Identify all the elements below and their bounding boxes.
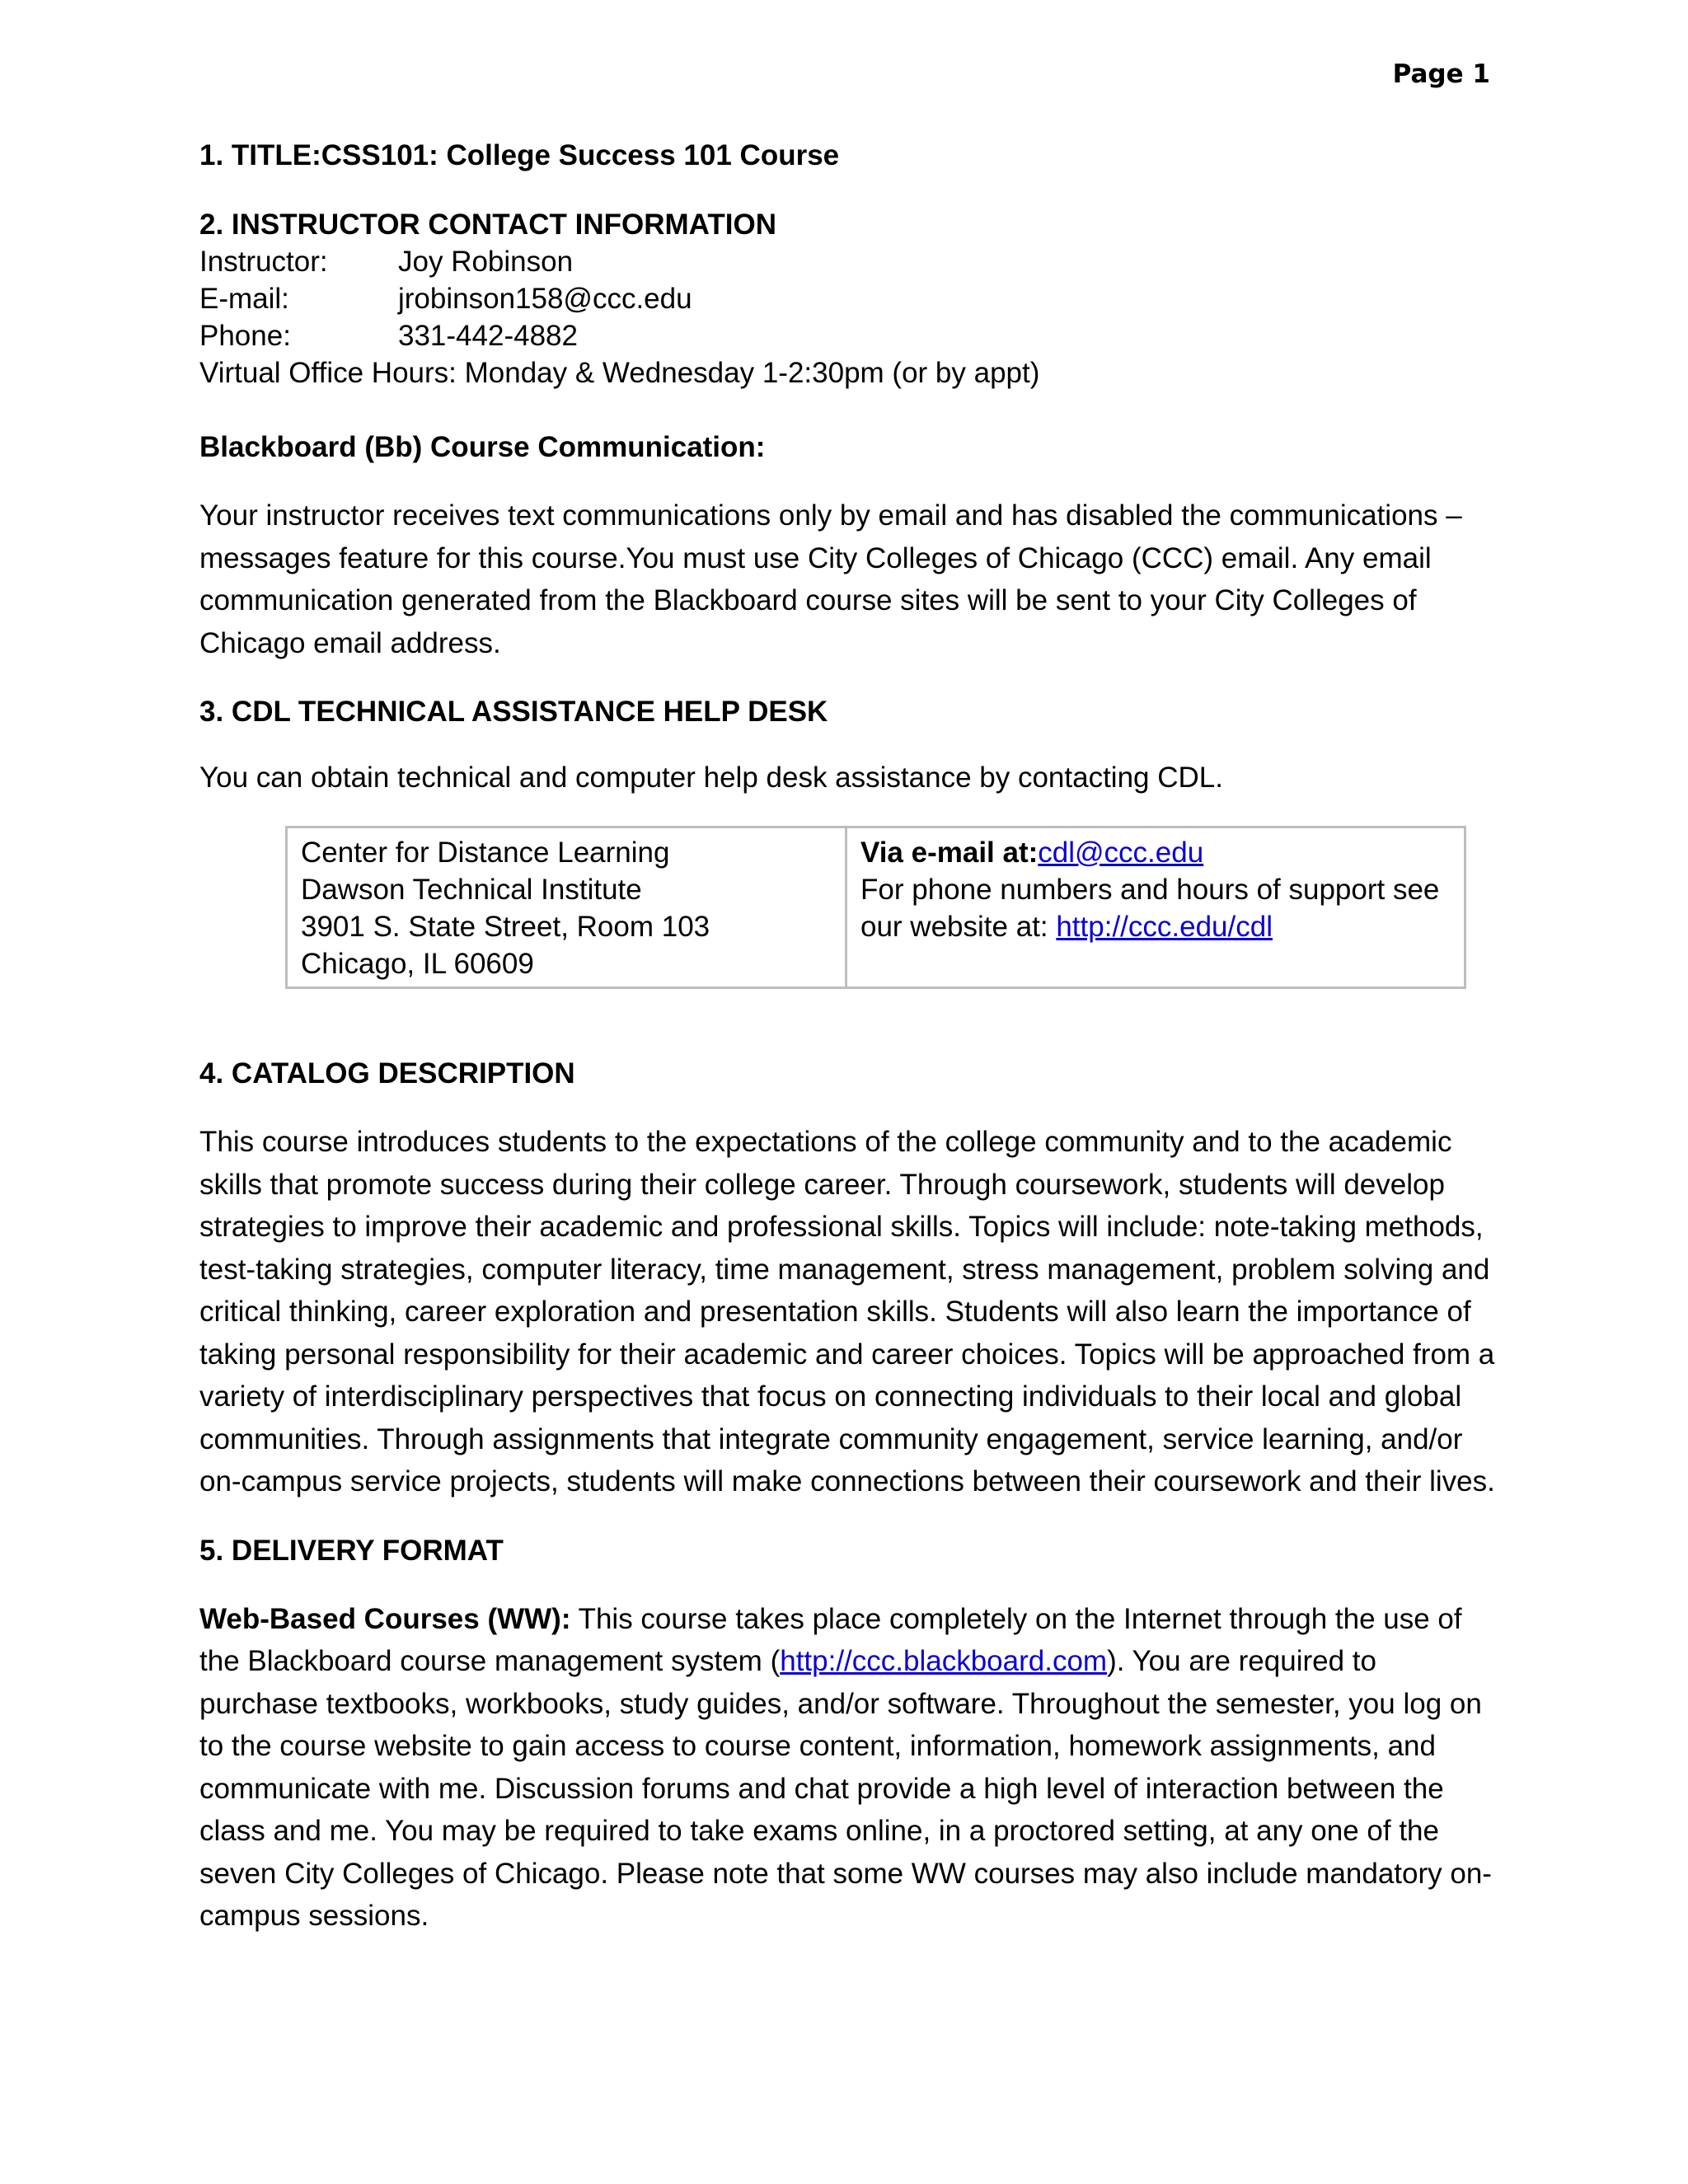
address-line: Dawson Technical Institute (301, 874, 642, 906)
contact-row-instructor (199, 243, 1502, 280)
email-line (860, 834, 1451, 871)
delivery-format-heading: 5. DELIVERY FORMAT (199, 1534, 504, 1567)
instructor-contact-block (199, 243, 1502, 391)
cdl-address-cell (287, 827, 846, 988)
delivery-format-label: Web-Based Courses (WW): (199, 1602, 571, 1635)
address-line: Chicago, IL 60609 (301, 948, 534, 980)
help-desk-heading: 3. CDL TECHNICAL ASSISTANCE HELP DESK (199, 696, 828, 728)
contact-value: jrobinson158@ccc.edu (398, 283, 692, 315)
bb-communication-heading: Blackboard (Bb) Course Communication: (199, 431, 766, 463)
contact-row-phone (199, 317, 1502, 354)
delivery-text-before-link: This course takes place completely on the Internet through the use of the Blackboard course management system ( (199, 1602, 1462, 1677)
email-label: Via e-mail at: (860, 837, 1039, 869)
instructor-contact-heading: 2. INSTRUCTOR CONTACT INFORMATION (199, 209, 776, 241)
cdl-website-link[interactable]: http://ccc.edu/cdl (1056, 911, 1273, 943)
help-desk-intro: You can obtain technical and computer help desk assistance by contacting CDL. (199, 762, 1223, 794)
phone-support-label: For phone numbers and hours of support see our website at: (860, 874, 1440, 943)
cdl-email-link[interactable]: cdl@ccc.edu (1038, 837, 1204, 869)
catalog-description-heading: 4. CATALOG DESCRIPTION (199, 1057, 575, 1090)
contact-value: 331-442-4882 (398, 320, 578, 352)
delivery-text-after-link: ). You are required to purchase textbooks, workbooks, study guides, and/or software. Throughout the semester, you log on to the course website to gain access to course content, information, homework assignments, and communicate with me. Discussion forums and chat provide a high level of interaction between the class and me. You may be required to take exams online, in a proctored setting, at any one of the seven City Colleges of Chicago. Please note that some WW courses may also include mandatory on-campus sessions. (199, 1645, 1492, 1932)
catalog-description-text: This course introduces students to the expectations of the college community and to the academic skills that promote success during their college career. Through coursework, students will develop strategies to improve their academic and professional skills. Topics will include: note-taking methods, test-taking strategies, computer literacy, time management, stress management, problem solving and critical thinking, career exploration and presentation skills. Students will also learn the importance of taking personal responsibility for their academic and career choices. Topics will be approached from a variety of interdisciplinary perspectives that focus on connecting individuals to their local and global communities. Through assignments that integrate community engagement, service learning, and/or on-campus service projects, students will make connections between their coursework and their lives. (199, 1126, 1495, 1497)
office-hours: Virtual Office Hours: Monday & Wednesday 1-2:30pm (or by appt) (199, 357, 1040, 389)
contact-label: Phone: (199, 320, 291, 352)
delivery-format-text (199, 1598, 1502, 1938)
cdl-contact-cell (846, 827, 1465, 988)
contact-label: E-mail: (199, 283, 289, 315)
blackboard-link[interactable]: http://ccc.blackboard.com (780, 1645, 1108, 1677)
help-desk-table (285, 826, 1466, 989)
page-number: Page 1 (1392, 59, 1490, 89)
contact-row-email (199, 280, 1502, 317)
contact-value: Joy Robinson (398, 246, 574, 278)
phone-support-text (860, 871, 1451, 945)
course-title: 1. TITLE:CSS101: College Success 101 Course (199, 139, 840, 171)
bb-communication-text: Your instructor receives text communications only by email and has disabled the communications – messages feature for this course.You must use City Colleges of Chicago (CCC) email. Any email communication generated from the Blackboard course sites will be sent to your City Colleges of Chicago email address. (199, 499, 1462, 659)
help-desk-row (287, 827, 1465, 988)
address-line: 3901 S. State Street, Room 103 (301, 911, 710, 943)
document-body (199, 137, 1502, 1938)
address-line: Center for Distance Learning (301, 837, 670, 869)
contact-label: Instructor: (199, 246, 328, 278)
